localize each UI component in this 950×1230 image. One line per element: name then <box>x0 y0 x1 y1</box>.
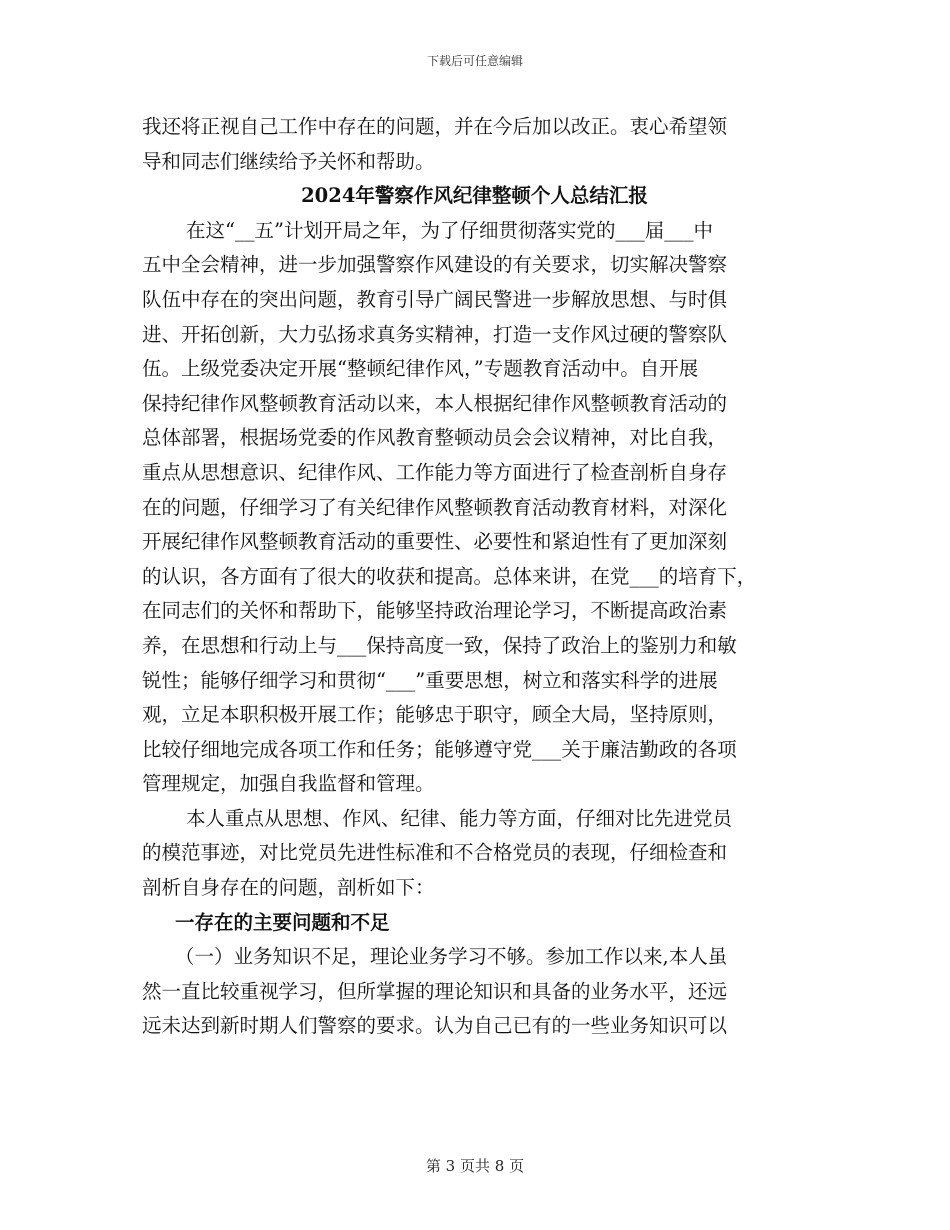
body-line: 养，在思想和行动上与___保持高度一致，保持了政治上的鉴别力和敏 <box>142 633 737 657</box>
body-line: 保持纪律作风整顿教育活动以来，本人根据纪律作风整顿教育活动的 <box>142 391 728 415</box>
body-line: 的模范事迹，对比党员先进性标准和不合格党员的表现，仔细检查和 <box>142 841 728 865</box>
body-line: 导和同志们继续给予关怀和帮助。 <box>142 149 435 173</box>
body-line: 总体部署，根据场党委的作风教育整顿动员会会议精神，对比自我， <box>142 426 728 450</box>
body-line: 远未达到新时期人们警察的要求。认为自己已有的一些业务知识可以 <box>142 1014 728 1038</box>
paragraph-first-line: 在这“__五”计划开局之年，为了仔细贯彻落实党的___届___中 <box>186 218 713 242</box>
document-title: 2024年警察作风纪律整顿个人总结汇报 <box>301 184 648 208</box>
body-line: 管理规定，加强自我监督和管理。 <box>142 772 435 796</box>
body-line: 的认识，各方面有了很大的收获和提高。总体来讲，在党___的培育下， <box>142 564 757 588</box>
body-line: 在同志们的关怀和帮助下，能够坚持政治理论学习，不断提高政治素 <box>142 599 728 623</box>
page-header: 下载后可任意编辑 <box>426 54 523 68</box>
paragraph-first-line: 本人重点从思想、作风、纪律、能力等方面，仔细对比先进党员 <box>186 806 733 830</box>
body-line: 开展纪律作风整顿教育活动的重要性、必要性和紧迫性有了更加深刻 <box>142 530 728 554</box>
body-line: 队伍中存在的突出问题，教育引导广阔民警进一步解放思想、与时俱 <box>142 287 728 311</box>
body-line: 伍。上级党委决定开展“整顿纪律作风，”专题教育活动中。自开展 <box>142 357 699 381</box>
body-line: 剖析自身存在的问题，剖析如下： <box>142 876 435 900</box>
body-line: 锐性；能够仔细学习和贯彻“___”重要思想，树立和落实科学的进展 <box>142 668 718 692</box>
body-line: 观，立足本职积极开展工作；能够忠于职守，顾全大局，坚持原则， <box>142 703 728 727</box>
body-line: 进、开拓创新，大力弘扬求真务实精神，打造一支作风过硬的警察队 <box>142 322 728 346</box>
page-footer: 第 3 页共 8 页 <box>425 1157 525 1175</box>
body-line: 我还将正视自己工作中存在的问题，并在今后加以改正。衷心希望领 <box>142 115 728 138</box>
body-line: 比较仔细地完成各项工作和任务；能够遵守党___关于廉洁勤政的各项 <box>142 737 737 761</box>
body-line: 然一直比较重视学习，但所掌握的理论知识和具备的业务水平，还远 <box>142 979 728 1003</box>
document-body <box>142 110 807 1044</box>
body-line: 在的问题，仔细学习了有关纪律作风整顿教育活动教育材料，对深化 <box>142 495 728 519</box>
body-line: 重点从思想意识、纪律作风、工作能力等方面进行了检查剖析自身存 <box>142 460 728 484</box>
paragraph-first-line: （一）业务知识不足，理论业务学习不够。参加工作以来,本人虽 <box>175 945 728 969</box>
section-heading: 一存在的主要问题和不足 <box>175 910 390 934</box>
body-line: 五中全会精神，进一步加强警察作风建设的有关要求，切实解决警察 <box>142 253 728 277</box>
